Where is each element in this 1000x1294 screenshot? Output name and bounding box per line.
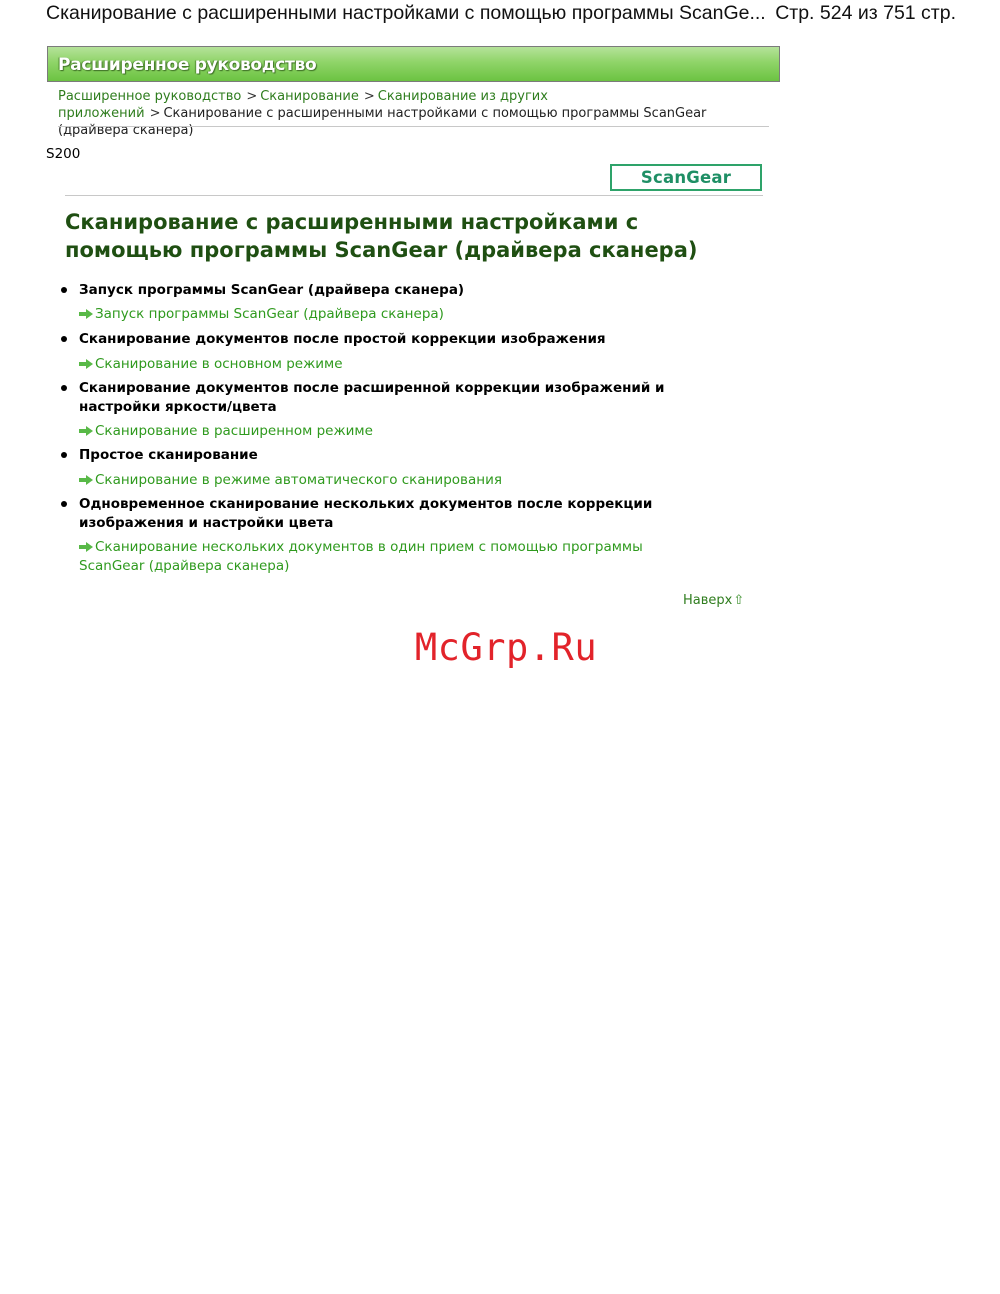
banner-title: Расширенное руководство <box>58 55 317 75</box>
breadcrumb-link-other-apps[interactable]: Сканирование из других приложений <box>58 89 548 121</box>
topic-link[interactable] <box>79 355 719 374</box>
print-header-page-count: Стр. 524 из 751 стр. <box>775 2 956 24</box>
back-to-top-link[interactable] <box>683 593 744 608</box>
breadcrumb-separator: > <box>246 89 258 104</box>
topic-heading: Запуск программы ScanGear (драйвера сканера) <box>79 282 465 298</box>
model-label: S200 <box>46 146 81 162</box>
scangear-tab-button[interactable] <box>610 164 762 191</box>
arrow-right-icon <box>79 475 93 485</box>
breadcrumb-link-scanning[interactable]: Сканирование <box>260 89 359 104</box>
watermark-logo: McGrp.Ru <box>414 626 598 669</box>
arrow-right-icon <box>79 309 93 319</box>
bullet-icon <box>61 501 67 507</box>
breadcrumb-link-advanced-guide[interactable]: Расширенное руководство <box>58 89 242 104</box>
topic-heading: Сканирование документов после простой коррекции изображения <box>79 331 606 347</box>
topic-link[interactable] <box>79 305 719 324</box>
page-title: Сканирование с расширенными настройками с помощью программы ScanGear (драйвера сканера) <box>65 210 698 262</box>
arrow-right-icon <box>79 542 93 552</box>
topic-link-label: Сканирование в режиме автоматического сканирования <box>95 472 502 488</box>
breadcrumb-divider <box>58 126 769 127</box>
topic-link-label: Запуск программы ScanGear (драйвера сканера) <box>95 306 444 322</box>
breadcrumb <box>58 88 748 139</box>
topic-link-label: Сканирование нескольких документов в один прием с помощью программы ScanGear (драйвера сканера) <box>79 539 643 574</box>
arrow-right-icon <box>79 359 93 369</box>
topic-link[interactable] <box>79 471 719 490</box>
print-header-title: Сканирование с расширенными настройками с помощью программы ScanGe... <box>46 2 766 24</box>
print-header <box>46 2 956 26</box>
topic-link-label: Сканирование в основном режиме <box>95 356 343 372</box>
bullet-icon <box>61 336 67 342</box>
breadcrumb-separator: > <box>149 106 161 121</box>
bullet-icon <box>61 452 67 458</box>
up-arrow-icon: ⇧ <box>733 593 745 608</box>
topic-link-label: Сканирование в расширенном режиме <box>95 423 373 439</box>
topic-heading: Простое сканирование <box>79 447 258 463</box>
bullet-icon <box>61 287 67 293</box>
bullet-icon <box>61 385 67 391</box>
arrow-right-icon <box>79 426 93 436</box>
topic-heading: Сканирование документов после расширенной коррекции изображений и настройки яркости/цвета <box>79 380 665 415</box>
breadcrumb-current: Сканирование с расширенными настройками с помощью программы ScanGear (драйвера сканера) <box>58 106 707 138</box>
header-divider <box>65 195 763 196</box>
breadcrumb-separator: > <box>363 89 375 104</box>
manual-banner <box>47 46 780 82</box>
topic-link[interactable] <box>79 538 709 576</box>
topic-link[interactable] <box>79 422 719 441</box>
topic-heading: Одновременное сканирование нескольких документов после коррекции изображения и настройки цвета <box>79 496 653 531</box>
scangear-tab-label: ScanGear <box>640 168 732 187</box>
back-to-top-label: Наверх <box>683 593 733 608</box>
